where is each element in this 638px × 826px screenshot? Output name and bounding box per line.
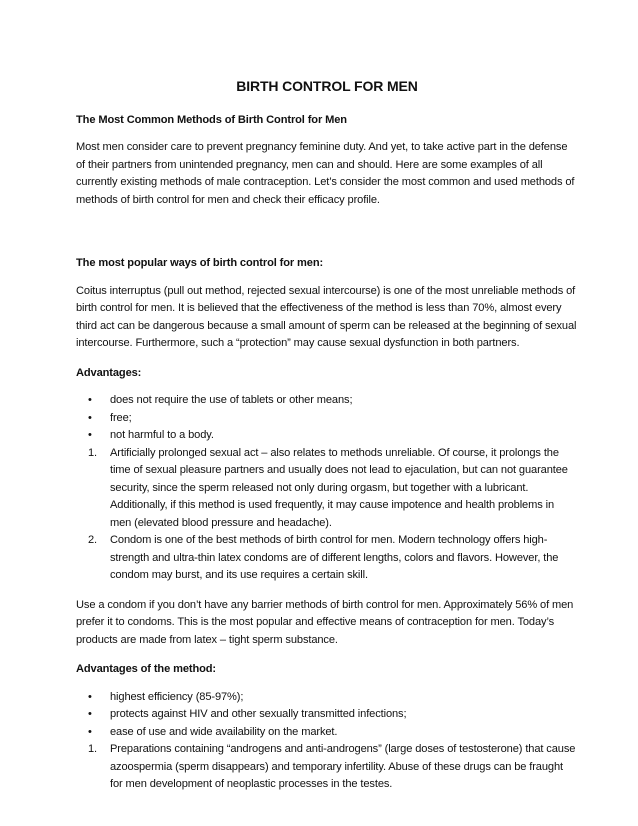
list-item bbox=[76, 427, 578, 445]
preparations-numbered-list bbox=[76, 741, 578, 794]
list-item-text: highest efficiency (85-97%); bbox=[110, 690, 244, 703]
section-heading-common-methods: The Most Common Methods of Birth Control for Men bbox=[76, 113, 347, 126]
bullet-icon: • bbox=[88, 690, 92, 703]
coitus-interruptus-paragraph: Coitus interruptus (pull out method, rejected sexual intercourse) is one of the most unreliable methods of birth control for men. It is believed that the effectiveness of the method is less than 70%, almost every third act can be dangerous because a small amount of sperm can be released at the beginning of sexual intercourse. Furthermore, such a “protection” may cause sexual dysfunction in both partners. bbox=[76, 284, 577, 349]
list-item-text: free; bbox=[110, 411, 132, 424]
list-number: 1. bbox=[88, 446, 98, 459]
spacer bbox=[76, 221, 578, 255]
list-item bbox=[76, 741, 578, 794]
method-advantages-bullet-list bbox=[76, 689, 578, 742]
methods-numbered-list bbox=[76, 445, 578, 585]
list-item-text: Condom is one of the best methods of birth control for men. Modern technology offers high-strength and ultra-thin latex condoms are of different lengths, colors and flavors. However, the condom may burst, and its use requires a certain skill. bbox=[110, 534, 559, 581]
list-item bbox=[76, 724, 578, 742]
list-item-text: protects against HIV and other sexually transmitted infections; bbox=[110, 708, 407, 720]
list-number: 1. bbox=[88, 743, 98, 755]
list-item bbox=[76, 689, 578, 707]
list-item bbox=[76, 445, 578, 533]
condom-paragraph: Use a condom if you don’t have any barrier methods of birth control for men. Approximately 56% of men prefer it to condoms. This is the most popular and effective means of contraception for men. Today’s products are made from latex – tight sperm substance. bbox=[76, 598, 574, 646]
intro-paragraph: Most men consider care to prevent pregnancy feminine duty. And yet, to take active part in the defense of their partners from unintended pregnancy, men can and should. Here are some examples of all currently existing methods of male contraception. Let’s consider the most common and used methods of methods of birth control for men and check their efficacy profile. bbox=[76, 141, 575, 206]
bullet-icon: • bbox=[88, 394, 92, 406]
list-number: 2. bbox=[88, 534, 98, 546]
list-item bbox=[76, 410, 578, 428]
list-item-text: not harmful to a body. bbox=[110, 429, 214, 441]
advantages-heading: Advantages: bbox=[76, 366, 142, 379]
bullet-icon: • bbox=[88, 429, 92, 441]
list-item bbox=[76, 706, 578, 724]
list-item-text: ease of use and wide availability on the market. bbox=[110, 725, 338, 738]
bullet-icon: • bbox=[88, 708, 92, 720]
document-title: BIRTH CONTROL FOR MEN bbox=[236, 78, 418, 94]
list-item-text: Preparations containing “androgens and anti-androgens” (large doses of testosterone) that cause azoospermia (sperm disappears) and temporary infertility. Abuse of these drugs can be fraught for men development of neoplastic processes in the testes. bbox=[110, 743, 576, 790]
advantages-bullet-list bbox=[76, 392, 578, 445]
section-heading-popular-ways: The most popular ways of birth control for men: bbox=[76, 257, 324, 269]
list-item-text: does not require the use of tablets or other means; bbox=[110, 394, 353, 406]
list-item-text: Artificially prolonged sexual act – also relates to methods unreliable. Of course, it prolongs the time of sexual pleasure partners and usually does not lead to ejaculation, but can not guarantee security, since the sperm released not only during orgasm, but together with a lubricant. Additionally, if this method is used frequently, it may cause impotence and health problems in men (elevated blood pressure and headache). bbox=[110, 446, 568, 529]
list-item bbox=[76, 392, 578, 410]
bullet-icon: • bbox=[88, 725, 92, 738]
advantages-of-method-heading: Advantages of the method: bbox=[76, 663, 216, 675]
list-item bbox=[76, 532, 578, 585]
bullet-icon: • bbox=[88, 411, 92, 424]
